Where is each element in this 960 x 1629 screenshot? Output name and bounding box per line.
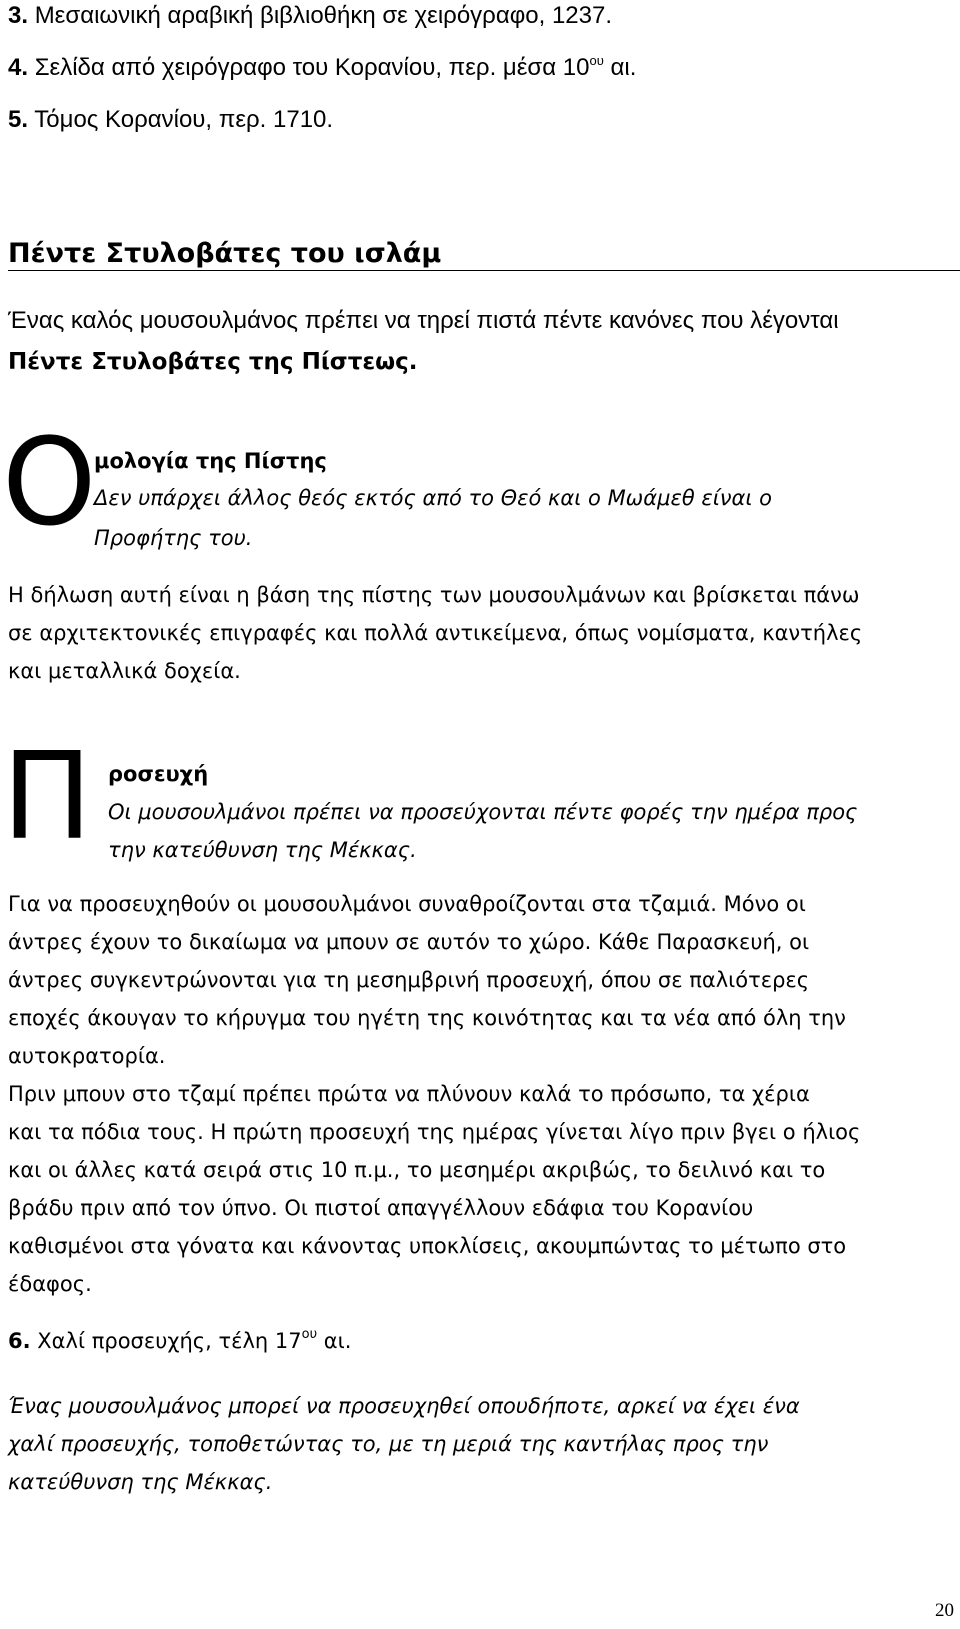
list-item-5 (8, 106, 333, 134)
intro-line: Πέντε Στυλοβάτες της Πίστεως. (8, 349, 418, 375)
list-number: 6. (8, 1329, 31, 1353)
pillar2-title: ροσευχή (108, 762, 209, 786)
pillar2-body: καθισμένοι στα γόνατα και κάνοντας υποκλίσεις, ακουμπώντας το μέτωπο στο (8, 1234, 847, 1258)
list-item-4 (8, 54, 636, 82)
caption-line: Ένας μουσουλμάνος μπορεί να προσευχηθεί οπουδήποτε, αρκεί να έχει ένα (8, 1394, 800, 1418)
drop-cap-p: Π (2, 728, 93, 867)
pillar2-body: εποχές άκουγαν το κήρυγμα του ηγέτη της κοινότητας και τα νέα από όλη την (8, 1006, 846, 1030)
list-number: 5. (8, 106, 29, 133)
caption-line: κατεύθυνση της Μέκκας. (8, 1470, 273, 1494)
list-item-6 (8, 1329, 351, 1353)
list-text-after: αι. (317, 1329, 352, 1353)
list-text-after: αι. (603, 54, 637, 81)
intro-line: Ένας καλός μουσουλμάνος πρέπει να τηρεί πιστά πέντε κανόνες που λέγονται (8, 307, 839, 334)
list-text: Σελίδα από χειρόγραφο του Κορανίου, περ. μέσα 10 (34, 54, 590, 81)
superscript: ου (589, 53, 604, 68)
pillar1-body: σε αρχιτεκτονικές επιγραφές και πολλά αντικείμενα, όπως νομίσματα, καντήλες (8, 621, 863, 645)
pillar1-body: Η δήλωση αυτή είναι η βάση της πίστης των μουσουλμάνων και βρίσκεται πάνω (8, 583, 860, 607)
pillar2-body: και τα πόδια τους. Η πρώτη προσευχή της ημέρας γίνεται λίγο πριν βγει ο ήλιος (8, 1120, 861, 1144)
list-number: 4. (8, 54, 29, 81)
pillar1-quote: Προφήτης του. (94, 526, 253, 550)
pillar1-body: και μεταλλικά δοχεία. (8, 659, 241, 683)
pillar2-body: Πριν μπουν στο τζαμί πρέπει πρώτα να πλύνουν καλά το πρόσωπο, τα χέρια (8, 1082, 810, 1106)
list-text: Τόμος Κορανίου, περ. 1710. (34, 106, 334, 133)
pillar2-body: άντρες έχουν το δικαίωμα να μπουν σε αυτόν το χώρο. Κάθε Παρασκευή, οι (8, 930, 810, 954)
page-number: 20 (935, 1600, 954, 1621)
list-number: 3. (8, 2, 29, 29)
pillar2-quote: Οι μουσουλμάνοι πρέπει να προσεύχονται πέντε φορές την ημέρα προς (108, 800, 858, 824)
pillar2-quote: την κατεύθυνση της Μέκκας. (108, 838, 417, 862)
pillar2-body: άντρες συγκεντρώνονται για τη μεσημβρινή προσευχή, όπου σε παλιότερες (8, 968, 810, 992)
pillar2-body: Για να προσευχηθούν οι μουσουλμάνοι συναθροίζονται στα τζαμιά. Μόνο οι (8, 892, 806, 916)
heading-rule (8, 270, 960, 271)
pillar2-body: αυτοκρατορία. (8, 1044, 166, 1068)
drop-cap-o: Ο (2, 414, 97, 553)
pillar2-body: έδαφος. (8, 1272, 92, 1296)
list-item-3 (8, 2, 612, 30)
pillar2-body: βράδυ πριν από τον ύπνο. Οι πιστοί απαγγέλλουν εδάφια του Κορανίου (8, 1196, 754, 1220)
list-text: Χαλί προσευχής, τέλη 17 (37, 1329, 302, 1353)
pillar2-body: και οι άλλες κατά σειρά στις 10 π.μ., το μεσημέρι ακριβώς, το δειλινό και το (8, 1158, 826, 1182)
list-text: Μεσαιωνική αραβική βιβλιοθήκη σε χειρόγραφο, 1237. (34, 2, 613, 29)
pillar1-title: μολογία της Πίστης (94, 449, 327, 473)
section-heading: Πέντε Στυλοβάτες του ισλάμ (8, 238, 442, 269)
pillar1-quote: Δεν υπάρχει άλλος θεός εκτός από το Θεό και ο Μωάμεθ είναι ο (94, 486, 773, 510)
caption-line: χαλί προσευχής, τοποθετώντας το, με τη μεριά της καντήλας προς την (8, 1432, 769, 1456)
superscript: ου (301, 1327, 318, 1342)
